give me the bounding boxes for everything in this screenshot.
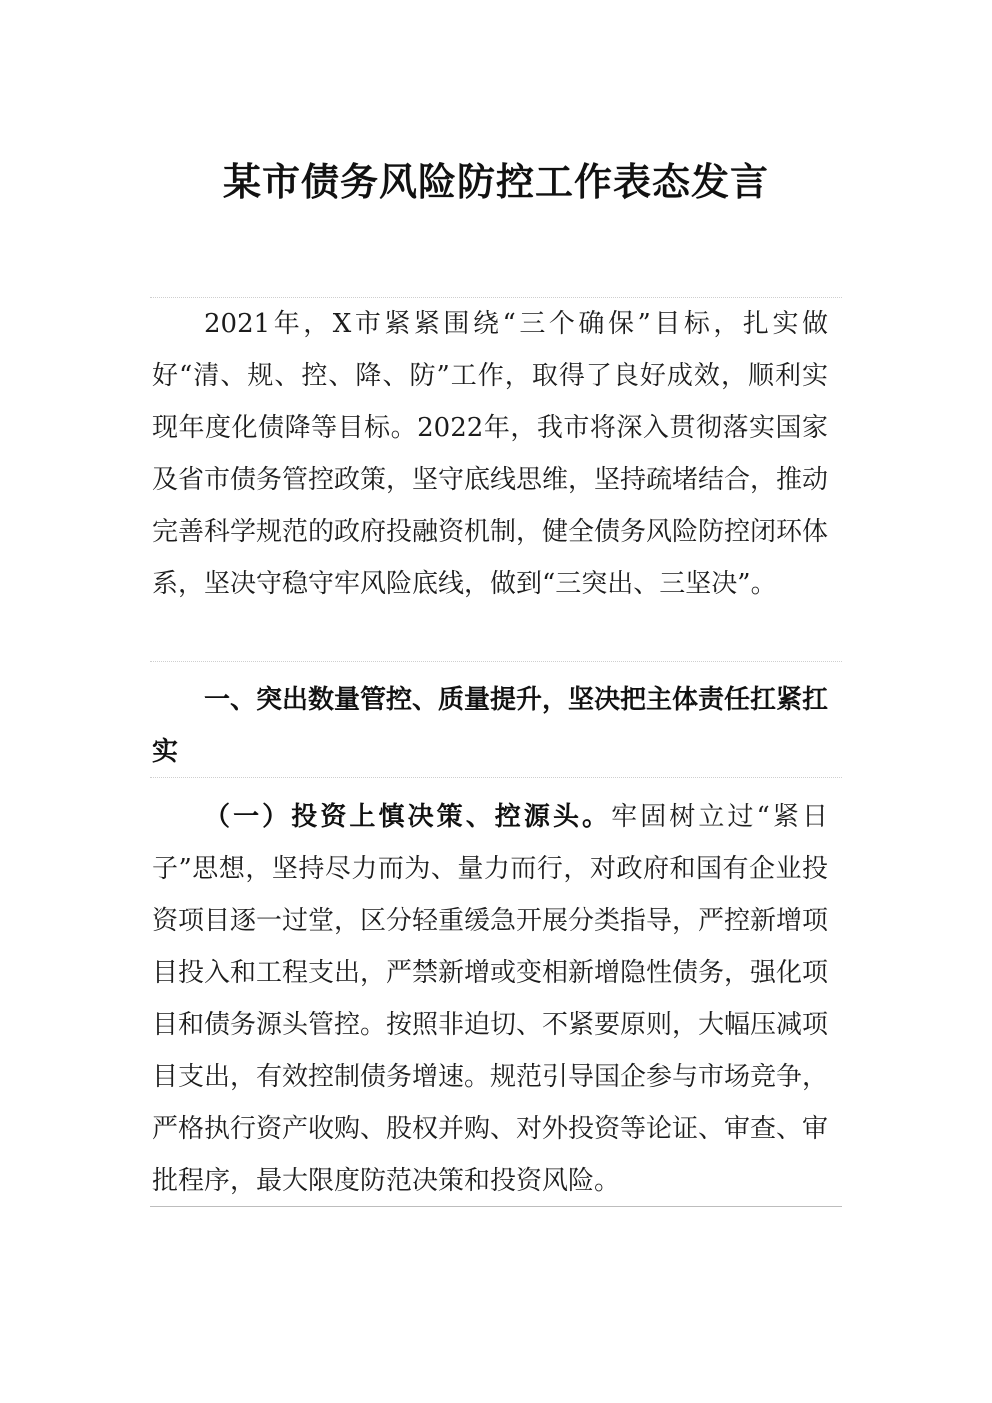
subsection-body: 牢固树立过“紧日子”思想，坚持尽力而为、量力而行，对政府和国有企业投资项目逐一过堂，区分轻重缓急开展分类指导，严控新增项目投入和工程支出，严禁新增或变相新增隐性债务，强化项目和债务源头管控。按照非迫切、不紧要原则，大幅压减项目支出，有效控制债务增速。规范引导国企参与市场竞争，严格执行资产收购、股权并购、对外投资等论证、审查、审批程序，最大限度防范决策和投资风险。 — [152, 802, 829, 1196]
bottom-divider — [150, 1206, 842, 1207]
section-divider — [150, 661, 842, 662]
subsection-lead: （一）投资上慎决策、控源头。 — [204, 802, 612, 832]
subsection-paragraph-1 — [152, 791, 828, 1207]
intro-paragraph: 2021年，X市紧紧围绕“三个确保”目标，扎实做好“清、规、控、降、防”工作，取得了良好成效，顺利实现年度化债降等目标。2022年，我市将深入贯彻落实国家及省市债务管控政策，坚守底线思维，坚持疏堵结合，推动完善科学规范的政府投融资机制，健全债务风险防控闭环体系，坚决守稳守牢风险底线，做到“三突出、三坚决”。 — [152, 309, 829, 599]
section-divider — [150, 777, 842, 778]
section-heading-1: 一、突出数量管控、质量提升，坚决把主体责任扛紧扛实 — [152, 685, 829, 767]
document-title: 某市债务风险防控工作表态发言 — [222, 159, 769, 204]
